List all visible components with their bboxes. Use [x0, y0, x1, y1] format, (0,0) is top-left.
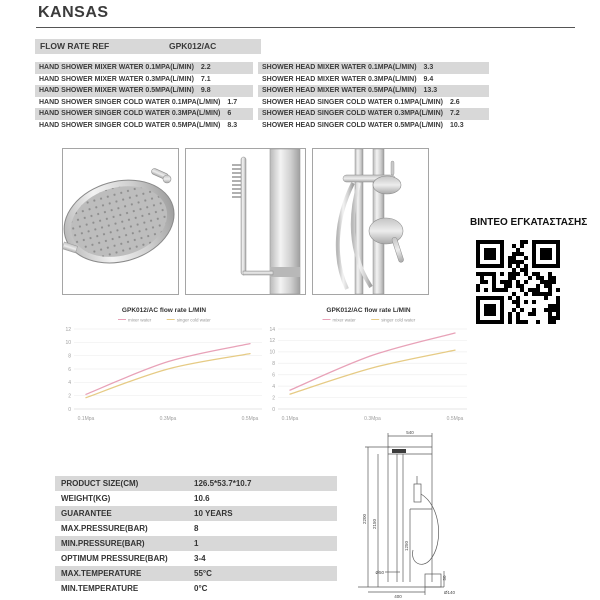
- spec-row-label: MIN.PRESSURE(BAR): [61, 539, 145, 548]
- spec-row-value: 10.6: [194, 494, 210, 503]
- flow-rate-ref-label: FLOW RATE REF: [40, 41, 110, 51]
- flow-row-label: SHOWER HEAD MIXER WATER 0.1MPA(L/MIN): [262, 64, 417, 71]
- flow-row-label: SHOWER HEAD SINGER COLD WATER 0.1MPA(L/MIN): [262, 98, 443, 106]
- flow-row-value: 13.3: [423, 87, 438, 94]
- technical-drawing: [340, 424, 485, 600]
- flow-row-value: 8.3: [227, 121, 238, 129]
- svg-text:0: 0: [68, 406, 71, 413]
- flow-rate-header-bar: [35, 39, 261, 54]
- svg-text:4: 4: [68, 380, 71, 387]
- flow-table-row: [258, 97, 489, 109]
- dim-base-diameter: Ø140: [444, 590, 456, 595]
- svg-text:0: 0: [272, 406, 275, 413]
- svg-text:8: 8: [68, 353, 71, 360]
- flow-table-row: [35, 74, 253, 86]
- svg-text:6: 6: [68, 366, 71, 373]
- flow-table-row: [35, 62, 253, 74]
- flow-row-label: HAND SHOWER MIXER WATER 0.5MPA(L/MIN): [39, 87, 194, 94]
- spec-table-row: [55, 566, 337, 581]
- svg-text:GPK012/AC flow rate L/MIN: GPK012/AC flow rate L/MIN: [326, 307, 411, 314]
- mixer-column-image: [312, 148, 429, 295]
- spec-row-value: 0°C: [194, 584, 208, 593]
- spec-table-row: [55, 551, 337, 566]
- svg-text:12: 12: [65, 326, 71, 333]
- spec-row-label: MIN.TEMPERATURE: [61, 584, 139, 593]
- spec-table-row: [55, 506, 337, 521]
- spec-table: [55, 476, 337, 596]
- svg-text:6: 6: [272, 372, 275, 379]
- spec-row-label: GUARANTEE: [61, 509, 112, 518]
- svg-text:0.5Mpa: 0.5Mpa: [241, 416, 259, 422]
- flow-table-row: [35, 120, 253, 132]
- flow-table-row: [258, 85, 489, 97]
- svg-text:14: 14: [269, 326, 275, 333]
- flow-table-row: [258, 108, 489, 120]
- svg-text:4: 4: [272, 383, 275, 390]
- svg-text:0.1Mpa: 0.1Mpa: [281, 416, 299, 422]
- svg-text:0.3Mpa: 0.3Mpa: [159, 416, 177, 422]
- flow-row-value: 3.3: [423, 64, 434, 71]
- qr-code: [476, 240, 562, 326]
- flow-row-label: SHOWER HEAD SINGER COLD WATER 0.3MPA(L/MIN): [262, 110, 443, 117]
- svg-text:2: 2: [272, 395, 275, 402]
- flow-row-label: SHOWER HEAD SINGER COLD WATER 0.5MPA(L/MIN): [262, 121, 443, 129]
- rain-shower-head-image: [62, 148, 179, 295]
- svg-text:mixer water: mixer water: [128, 317, 152, 323]
- svg-text:12: 12: [269, 338, 275, 345]
- flow-row-value: 9.4: [423, 75, 434, 83]
- spec-row-label: PRODUCT SIZE(CM): [61, 479, 139, 488]
- spec-row-value: 126.5*53.7*10.7: [194, 479, 252, 488]
- spec-row-label: MAX.TEMPERATURE: [61, 569, 142, 578]
- hand-shower-image: [185, 148, 306, 295]
- svg-text:8: 8: [272, 361, 275, 368]
- flow-table-row: [35, 97, 253, 109]
- flow-row-value: 7.2: [449, 110, 460, 117]
- flow-row-label: HAND SHOWER MIXER WATER 0.1MPA(L/MIN): [39, 64, 194, 71]
- spec-table-row: [55, 476, 337, 491]
- flow-row-value: 7.1: [200, 75, 211, 83]
- spec-row-value: 8: [194, 524, 199, 533]
- dim-base-width: 400: [394, 594, 402, 599]
- svg-text:10: 10: [269, 349, 275, 356]
- spec-row-value: 10 YEARS: [194, 509, 233, 518]
- dim-outer-height: 2200: [362, 513, 367, 525]
- flow-row-value: 10.3: [449, 121, 464, 129]
- flow-row-label: SHOWER HEAD MIXER WATER 0.5MPA(L/MIN): [262, 87, 417, 94]
- svg-text:singer cold water: singer cold water: [176, 317, 211, 323]
- flow-row-label: HAND SHOWER SINGER COLD WATER 0.5MPA(L/MIN): [39, 121, 221, 129]
- spec-table-row: [55, 521, 337, 536]
- spec-table-row: [55, 536, 337, 551]
- flow-table-row: [258, 74, 489, 86]
- flow-row-label: SHOWER HEAD MIXER WATER 0.3MPA(L/MIN): [262, 75, 417, 83]
- svg-text:0.5Mpa: 0.5Mpa: [446, 416, 464, 422]
- flow-row-value: 9.8: [200, 87, 211, 94]
- flow-row-label: HAND SHOWER SINGER COLD WATER 0.3MPA(L/MIN): [39, 110, 221, 117]
- installation-video-label: ΒΙΝΤΕΟ ΕΓΚΑΤΑΣΤΑΣΗΣ: [470, 217, 588, 228]
- page-title: KANSAS: [38, 4, 109, 21]
- svg-text:GPK012/AC flow rate L/MIN: GPK012/AC flow rate L/MIN: [121, 307, 207, 314]
- spec-row-label: OPTIMUM PRESSURE(BAR): [61, 554, 168, 563]
- flow-row-value: 2.6: [449, 98, 460, 106]
- product-code: GPK012/AC: [169, 41, 217, 51]
- svg-text:singer cold water: singer cold water: [381, 317, 416, 323]
- dim-panel-height: 1250: [404, 540, 409, 552]
- svg-text:2: 2: [68, 393, 71, 400]
- svg-text:mixer water: mixer water: [332, 317, 356, 323]
- spec-row-value: 55°C: [194, 569, 212, 578]
- svg-text:10: 10: [65, 340, 71, 347]
- spec-row-value: 3-4: [194, 554, 206, 563]
- flow-table-row: [35, 85, 253, 97]
- flow-table-row: [35, 108, 253, 120]
- hand-shower-flow-chart: [58, 303, 270, 425]
- spec-table-row: [55, 581, 337, 596]
- dim-base-height: 50: [442, 575, 447, 581]
- hand-shower-flow-table: [35, 62, 253, 131]
- flow-row-label: HAND SHOWER SINGER COLD WATER 0.1MPA(L/MIN): [39, 98, 221, 106]
- dim-inner-height: 2150: [372, 518, 377, 530]
- flow-table-row: [258, 62, 489, 74]
- spec-row-value: 1: [194, 539, 199, 548]
- spec-table-row: [55, 491, 337, 506]
- dim-column-diameter: Ø50: [375, 570, 384, 575]
- flow-row-value: 2.2: [200, 64, 211, 71]
- flow-table-row: [258, 120, 489, 132]
- spec-row-label: WEIGHT(KG): [61, 494, 111, 503]
- svg-text:0.1Mpa: 0.1Mpa: [77, 416, 95, 422]
- shower-head-flow-table: [258, 62, 489, 131]
- flow-row-value: 6: [227, 110, 232, 117]
- svg-text:0.3Mpa: 0.3Mpa: [364, 416, 381, 422]
- spec-row-label: MAX.PRESSURE(BAR): [61, 524, 148, 533]
- flow-row-label: HAND SHOWER MIXER WATER 0.3MPA(L/MIN): [39, 75, 194, 83]
- dim-top-width: 540: [406, 430, 414, 435]
- shower-head-flow-chart: [262, 303, 475, 425]
- title-divider: [36, 27, 575, 28]
- flow-row-value: 1.7: [227, 98, 238, 106]
